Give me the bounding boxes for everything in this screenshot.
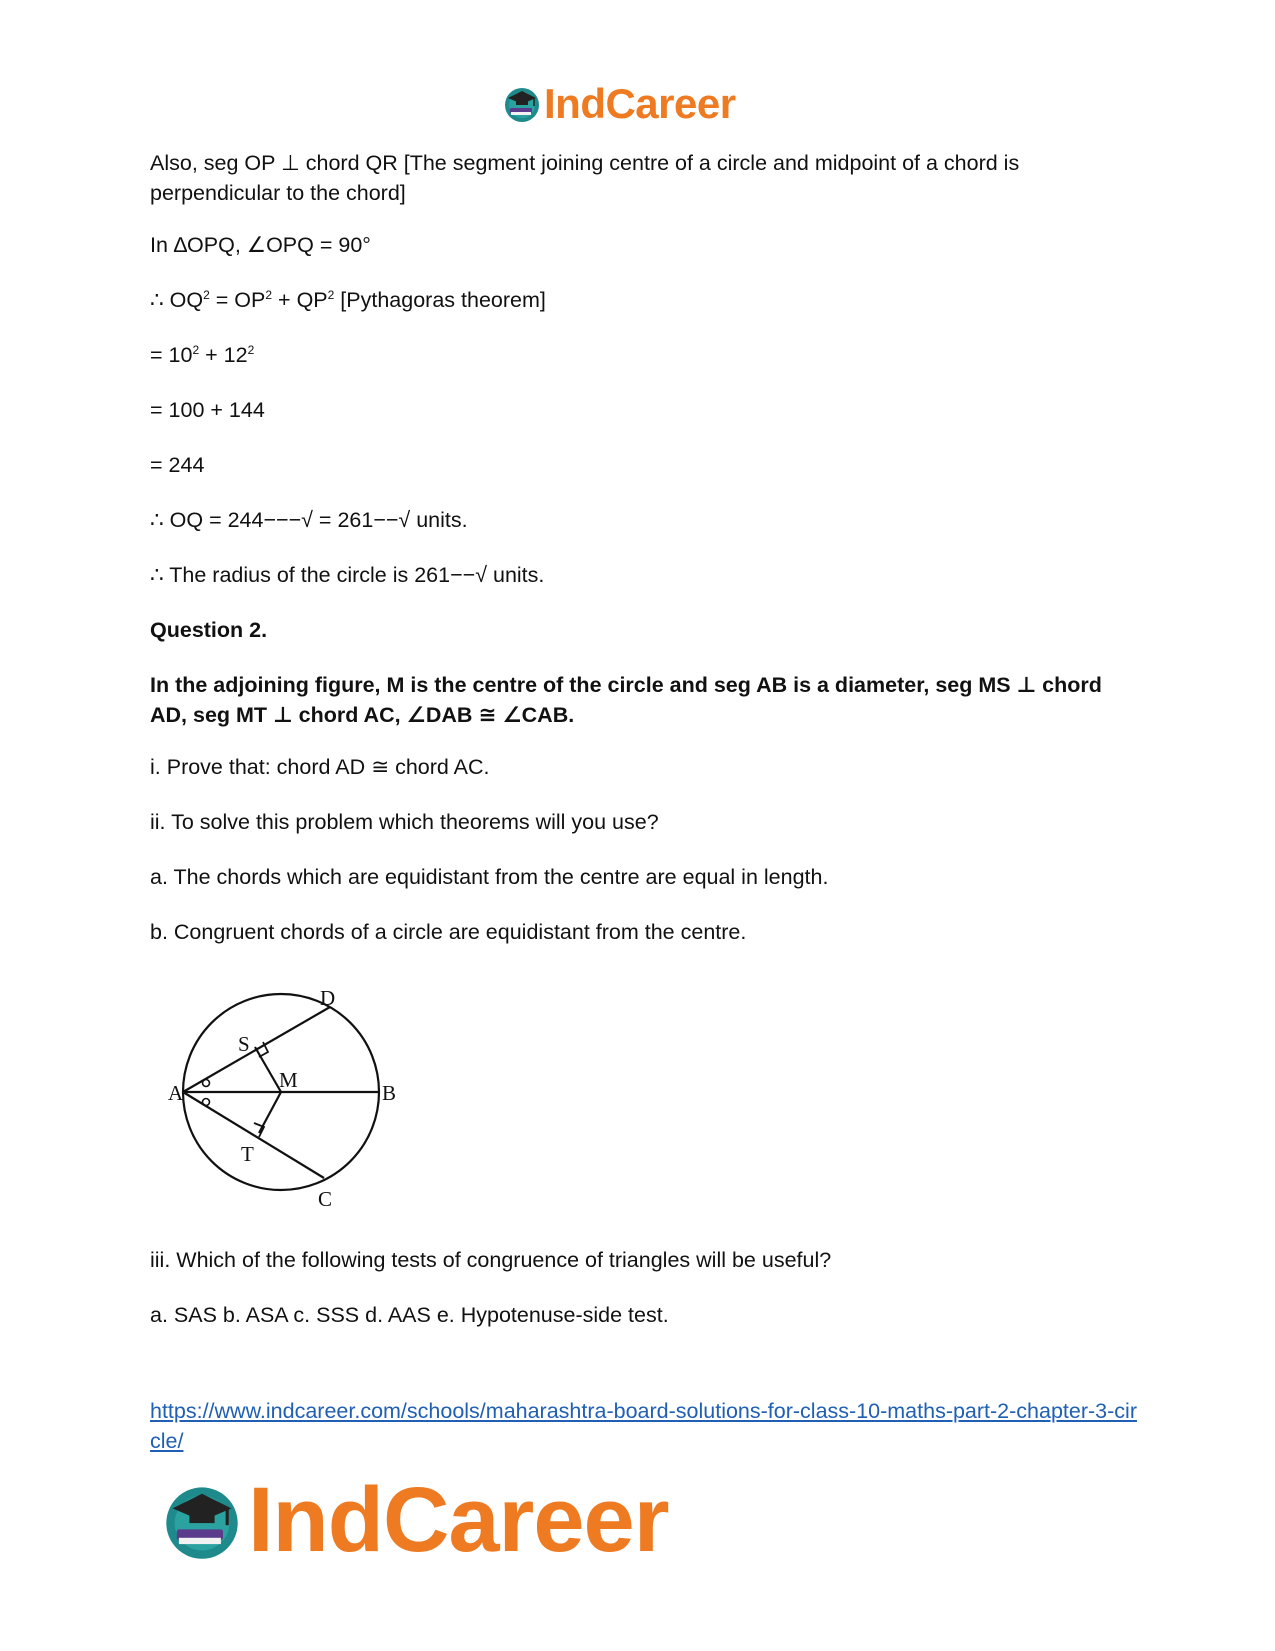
label-a: A <box>168 1081 184 1105</box>
label-s: S <box>238 1032 250 1056</box>
footer-logo <box>160 1468 669 1573</box>
paragraph: i. Prove that: chord AD ≅ chord AC. <box>150 755 490 779</box>
circle-diagram <box>168 985 418 1225</box>
question-title: Question 2. <box>150 618 268 642</box>
paragraph: ∴ The radius of the circle is 261−−√ units. <box>150 563 545 587</box>
equation-line: = $10^2 + 12^2$ <box>150 343 255 367</box>
paragraph: a. SAS b. ASA c. SSS d. AAS e. Hypotenuse-side test. <box>150 1303 669 1327</box>
paragraph: ii. To solve this problem which theorems will you use? <box>150 810 659 834</box>
graduation-cap-book-icon <box>502 84 542 124</box>
equation-line: = 100 + 144 <box>150 398 265 422</box>
angle-mark-2 <box>203 1099 210 1106</box>
label-t: T <box>241 1142 254 1166</box>
header-logo <box>502 80 736 128</box>
label-b: B <box>382 1081 397 1105</box>
equation-line: = 244 <box>150 453 205 477</box>
document-body <box>150 148 1140 972</box>
paragraph: a. The chords which are equidistant from the centre are equal in length. <box>150 865 829 889</box>
equation-line: ∴ OQ = 244−−−√ = 261−−√ units. <box>150 508 468 532</box>
equation-line: ∴ $OQ^2 = OP^2 + QP^2$ [Pythagoras theorem] <box>150 288 546 312</box>
paragraph: In ∆OPQ, ∠OPQ = 90° <box>150 233 371 257</box>
source-link[interactable]: https://www.indcareer.com/schools/maharashtra-board-solutions-for-class-10-maths-part-2-chapter-3-circle/ <box>150 1399 1137 1453</box>
document-body-continued <box>150 1245 1140 1355</box>
segment-ms <box>255 1047 281 1092</box>
angle-mark-1 <box>203 1080 210 1087</box>
label-c: C <box>318 1187 333 1211</box>
paragraph: iii. Which of the following tests of congruence of triangles will be useful? <box>150 1248 832 1272</box>
paragraph: b. Congruent chords of a circle are equidistant from the centre. <box>150 920 747 944</box>
label-d: D <box>320 986 336 1010</box>
logo-text: IndCareer <box>544 80 736 127</box>
paragraph: Also, seg OP ⊥ chord QR [The segment joining centre of a circle and midpoint of a chord is perpendicular to the chord] <box>150 151 1020 205</box>
logo-text: IndCareer <box>248 1469 669 1571</box>
question-text: In the adjoining figure, M is the centre of the circle and seg AB is a diameter, seg MS ⊥ chord AD, seg MT ⊥ chord AC, ∠DAB ≅ ∠CAB. <box>150 673 1102 727</box>
graduation-cap-book-icon <box>160 1479 244 1563</box>
label-m: M <box>279 1068 298 1092</box>
